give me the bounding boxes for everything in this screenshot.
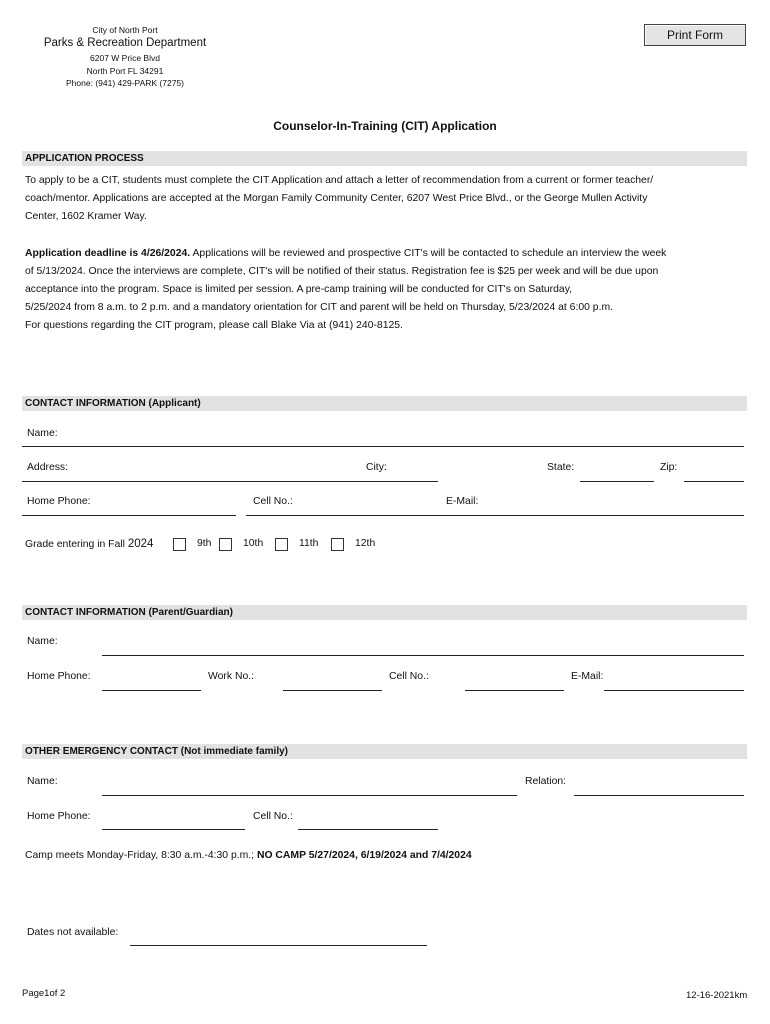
- grade-12-label: 12th: [355, 538, 376, 549]
- deadline-line-2: of 5/13/2024. Once the interviews are complete, CIT's will be notified of their status. Registration fee is $25 per week and will be due upon: [25, 266, 659, 277]
- section-application-process: APPLICATION PROCESS: [22, 151, 747, 166]
- deadline-line-5: For questions regarding the CIT program, please call Blake Via at (941) 240-8125.: [25, 320, 403, 331]
- parent-home-phone-label: Home Phone:: [27, 671, 91, 682]
- emergency-cell-label: Cell No.:: [253, 811, 293, 822]
- grade-9-label: 9th: [197, 538, 212, 549]
- section-applicant-contact: CONTACT INFORMATION (Applicant): [22, 396, 747, 411]
- parent-work-label: Work No.:: [208, 671, 254, 682]
- applicant-zip-field[interactable]: [684, 481, 744, 482]
- emergency-relation-field[interactable]: [574, 795, 744, 796]
- grade-12-checkbox[interactable]: [331, 538, 344, 551]
- dates-not-available-field[interactable]: [130, 945, 427, 946]
- form-code: 12-16-2021km: [686, 990, 748, 1001]
- header-department: Parks & Recreation Department: [43, 37, 207, 49]
- grade-10-label: 10th: [243, 538, 264, 549]
- header-address2: North Port FL 34291: [86, 66, 164, 76]
- header-phone: Phone: (941) 429-PARK (7275): [66, 78, 184, 88]
- camp-note: [25, 850, 472, 861]
- grade-9-checkbox[interactable]: [173, 538, 186, 551]
- parent-name-label: Name:: [27, 636, 58, 647]
- parent-work-field[interactable]: [283, 690, 382, 691]
- process-line-1: To apply to be a CIT, students must complete the CIT Application and attach a letter of recommendation from a current or former teacher/: [25, 175, 654, 186]
- camp-note-bold: NO CAMP 5/27/2024, 6/19/2024 and 7/4/2024: [256, 850, 472, 861]
- section-emergency-contact: OTHER EMERGENCY CONTACT (Not immediate family): [22, 744, 747, 759]
- deadline-line-4: 5/25/2024 from 8 a.m. to 2 p.m. and a mandatory orientation for CIT and parent will be held on Thursday, 5/23/2024 at 6:00 p.m.: [25, 302, 613, 313]
- applicant-cell-email-field[interactable]: [246, 515, 744, 516]
- emergency-home-phone-field[interactable]: [102, 829, 245, 830]
- header-address1: 6207 W Price Blvd: [90, 53, 160, 63]
- grade-11-label: 11th: [299, 538, 319, 549]
- grade-10-checkbox[interactable]: [219, 538, 232, 551]
- grade-label: [25, 538, 153, 550]
- deadline-paragraph: [25, 245, 745, 335]
- parent-name-field[interactable]: [102, 655, 744, 656]
- print-form-button[interactable]: Print Form: [644, 24, 746, 46]
- emergency-home-phone-label: Home Phone:: [27, 811, 91, 822]
- applicant-state-label: State:: [547, 462, 575, 473]
- deadline-line-3: acceptance into the program. Space is limited per session. A pre-camp training will be conducted for CIT's on Saturday,: [25, 284, 572, 295]
- applicant-email-label: E-Mail:: [446, 496, 479, 507]
- applicant-name-field[interactable]: [22, 446, 744, 447]
- grade-11-checkbox[interactable]: [275, 538, 288, 551]
- applicant-home-phone-field[interactable]: [22, 515, 236, 516]
- applicant-zip-label: Zip:: [660, 462, 678, 473]
- parent-email-field[interactable]: [604, 690, 744, 691]
- emergency-relation-label: Relation:: [525, 776, 567, 787]
- applicant-address-field[interactable]: [22, 481, 438, 482]
- applicant-city-label: City:: [366, 462, 387, 473]
- dates-not-available-label: Dates not available:: [27, 927, 119, 938]
- page-title: Counselor-In-Training (CIT) Application: [273, 119, 497, 133]
- emergency-name-label: Name:: [27, 776, 58, 787]
- grade-label-text: Grade entering in Fall: [25, 539, 125, 550]
- applicant-name-label: Name:: [27, 428, 58, 439]
- parent-cell-field[interactable]: [465, 690, 564, 691]
- process-paragraph: [25, 172, 745, 226]
- grade-year: 2024: [127, 538, 154, 550]
- parent-email-label: E-Mail:: [571, 671, 604, 682]
- deadline-line-1-rest: Applications will be reviewed and prospective CIT's will be contacted to schedule an interview the week: [190, 248, 667, 259]
- parent-home-phone-field[interactable]: [102, 690, 201, 691]
- emergency-cell-field[interactable]: [298, 829, 438, 830]
- parent-cell-label: Cell No.:: [389, 671, 429, 682]
- deadline-bold: Application deadline is 4/26/2024.: [25, 248, 191, 259]
- applicant-cell-label: Cell No.:: [253, 496, 293, 507]
- process-line-2: coach/mentor. Applications are accepted at the Morgan Family Community Center, 6207 West Price Blvd., or the George Mullen Activity: [25, 193, 648, 204]
- applicant-home-phone-label: Home Phone:: [27, 496, 91, 507]
- emergency-name-field[interactable]: [102, 795, 517, 796]
- section-parent-contact: CONTACT INFORMATION (Parent/Guardian): [22, 605, 747, 620]
- applicant-state-field[interactable]: [580, 481, 654, 482]
- page-number: Page1of 2: [22, 988, 66, 999]
- deadline-line-1: [25, 245, 745, 263]
- header-city: City of North Port: [92, 25, 158, 35]
- process-line-3: Center, 1602 Kramer Way.: [25, 211, 147, 222]
- camp-note-plain: Camp meets Monday-Friday, 8:30 a.m.-4:30 p.m.;: [25, 850, 257, 861]
- applicant-address-label: Address:: [27, 462, 69, 473]
